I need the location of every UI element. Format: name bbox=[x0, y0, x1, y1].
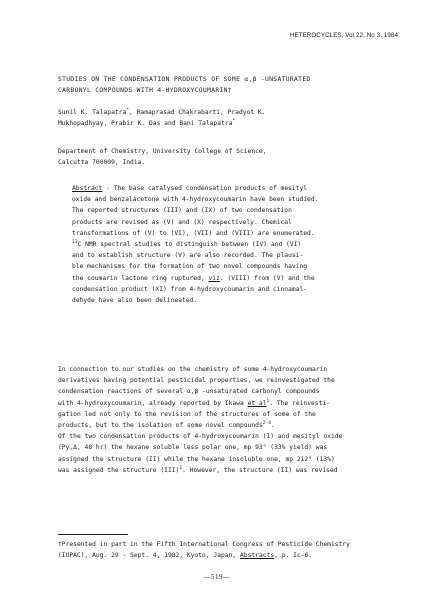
body-line: gation led not only to the revision of the structures of some of the bbox=[58, 410, 316, 418]
citation-superscript: 1 bbox=[266, 398, 270, 404]
abstract-line bbox=[72, 183, 402, 194]
body-line: condensation reactions of several α,β -unsaturated carbonyl compounds bbox=[58, 388, 320, 396]
body-text-span: was assigned the structure (III) bbox=[58, 466, 180, 474]
body-text bbox=[58, 364, 398, 476]
abstract-line: oxide and benzalacetone with 4-hydroxycoumarin have been studied. bbox=[72, 196, 319, 204]
author-name: Sunil K. Talapatra bbox=[58, 109, 127, 116]
journal-header: HETEROCYCLES, Vol 22, No 3, 1984 bbox=[289, 32, 398, 39]
abstract-line: transformations of (V) to (VI), (VII) and (VIII) are enumerated. bbox=[72, 229, 315, 237]
citation-superscript: 2-4 bbox=[262, 421, 272, 427]
title-line-1: STUDIES ON THE CONDENSATION PRODUCTS OF SOME α,β -UNSATURATED bbox=[58, 76, 311, 83]
abstract-text: C NMR spectral studies to distinguish between (IV) and (VI) bbox=[77, 241, 302, 249]
abstracts-ref: Abstracts bbox=[239, 552, 275, 560]
abstract-line: condensation product (XI) from 4-hydroxycoumarin and cinnamal- bbox=[72, 285, 308, 293]
body-line: assigned the structure (II) while the hexane insoluble one, mp 212° (13%) bbox=[58, 455, 335, 463]
abstract-line: and to establish structure (V) are also recorded. The plausi- bbox=[72, 252, 304, 260]
body-text-span: . However, the structure (II) was revised bbox=[182, 466, 338, 474]
title-line-2: CARBONYL COMPOUNDS WITH 4-HYDROXYCOUMARIN† bbox=[58, 87, 232, 95]
affiliation-line-2: Calcutta 700009, India. bbox=[58, 159, 146, 167]
abstract-line bbox=[72, 239, 402, 250]
footnote bbox=[58, 539, 398, 561]
affiliation bbox=[58, 146, 398, 168]
abstract-line: The reported structures (III) and (IX) of two condensation bbox=[72, 207, 292, 215]
affiliation-line-1: Department of Chemistry, University College of Science, bbox=[58, 148, 267, 155]
body-line bbox=[58, 398, 398, 409]
et-al: et al bbox=[247, 399, 267, 407]
footnote-rule bbox=[58, 534, 128, 535]
author-list bbox=[58, 107, 398, 129]
body-text-span: . The reinvesti- bbox=[269, 399, 330, 407]
author-names: Mukhopadhyay, Prabir K. Das and Bani Talapatra bbox=[58, 120, 233, 128]
body-line: (Py,Δ, 48 hr) the hexane soluble less polar one, mp 93° (33% yield) was bbox=[58, 444, 328, 452]
abstract-line: dehyde have also been delineated. bbox=[72, 297, 198, 305]
abstract-line: ble mechanisms for the formation of two novel compounds having bbox=[72, 263, 308, 271]
footnote-text: , p. Ic-6. bbox=[274, 552, 313, 560]
paper-title bbox=[58, 74, 398, 96]
abstract-heading: Abstract bbox=[72, 185, 103, 192]
author-line-2 bbox=[58, 118, 398, 129]
corresponding-mark: * bbox=[126, 108, 130, 113]
abstract-line: products are revised as (V) and (X) respectively. Chemical bbox=[72, 218, 292, 226]
abstract-text: the coumarin lactone ring ruptured, bbox=[72, 274, 209, 282]
citation-superscript: 1 bbox=[179, 465, 183, 471]
author-line-1 bbox=[58, 107, 398, 118]
abstract-line bbox=[72, 273, 402, 284]
body-line: In connection to our studies on the chemistry of some 4-hydroxycoumarin bbox=[58, 366, 328, 373]
page-number: —519— bbox=[203, 573, 231, 581]
abstract-text: - The base catalysed condensation products of mesityl bbox=[102, 185, 308, 192]
body-text-span: products, but to the isolation of some novel compounds bbox=[58, 422, 263, 430]
body-line bbox=[58, 465, 398, 476]
author-names: , Ramaprasad Chakrabarti, Pradyot K. bbox=[129, 109, 266, 116]
footnote-text: (IUPAC), Aug. 29 - Sept. 4, 1982, Kyoto, Japan, bbox=[58, 552, 240, 560]
footnote-line bbox=[58, 550, 398, 561]
footnote-line: †Presented in part in the Fifth International Congress of Pesticide Chemistry bbox=[58, 541, 350, 548]
abstract-text: . (VIII) from (V) and the bbox=[219, 274, 315, 282]
body-text-span: with 4-hydroxycoumarin, already reported by Ikawa bbox=[58, 399, 248, 407]
corresponding-mark: * bbox=[232, 119, 236, 125]
viz-abbrev: viz bbox=[208, 274, 220, 282]
body-line bbox=[58, 420, 398, 431]
isotope-superscript: 13 bbox=[72, 240, 78, 246]
body-text-span: . bbox=[271, 422, 275, 430]
body-line: derivatives having potential pesticidal properties, we reinvestigated the bbox=[58, 377, 335, 385]
abstract bbox=[72, 183, 402, 306]
body-line: Of the two condensation products of 4-hydroxycoumarin (I) and mesityl oxide bbox=[58, 433, 343, 441]
